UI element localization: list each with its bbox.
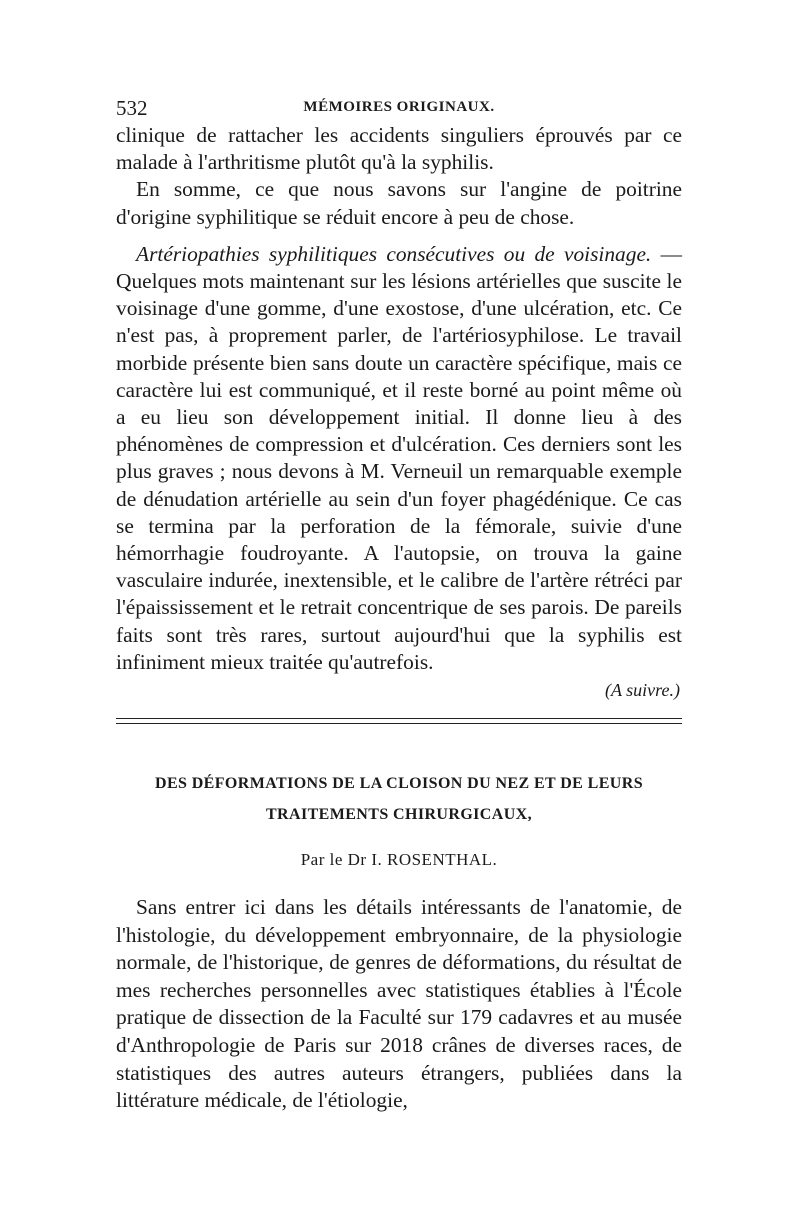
byline-prefix: Par le Dr bbox=[300, 850, 372, 870]
to-be-continued: (A suivre.) bbox=[605, 680, 680, 701]
article-title-line-1: DES DÉFORMATIONS DE LA CLOISON DU NEZ ET DE LEURS bbox=[155, 775, 643, 793]
article-first-paragraph: Sans entrer ici dans les détails intéressants de l'anatomie, de l'histologie, du développement embryonnaire, de la physiologie normale, de l'historique, de genres de déformations, du résultat de mes recherches personnelles avec statistiques établies à l'École pratique de dissection de la Faculté sur 179 cadavres et au musée d'Anthropologie de Paris sur 2018 crânes de diverses races, de statistiques des autres auteurs étrangers, publiées dans la littérature médicale, de l'étiologie, bbox=[116, 895, 682, 1113]
book-page bbox=[116, 92, 682, 1115]
running-head bbox=[116, 92, 682, 122]
arteriopathies-section bbox=[116, 241, 682, 676]
article-byline bbox=[116, 850, 682, 870]
article-title bbox=[116, 768, 682, 830]
continued-paragraph: clinique de rattacher les accidents singuliers éprouvés par ce malade à l'arthritisme plutôt qu'à la syphilis. bbox=[116, 123, 682, 175]
summary-paragraph: En somme, ce que nous savons sur l'angine de poitrine d'origine syphilitique se réduit encore à peu de chose. bbox=[116, 177, 682, 229]
section-dash: — bbox=[651, 241, 683, 266]
article-title-line-2: TRAITEMENTS CHIRURGICAUX, bbox=[265, 806, 533, 824]
double-rule-divider bbox=[116, 718, 682, 724]
running-title: MÉMOIRES ORIGINAUX. bbox=[303, 99, 495, 115]
section-text: Quelques mots maintenant sur les lésions artérielles que suscite le voisinage d'une gomme, d'une exostose, d'une ulcération, etc. Ce n'est pas, à proprement parler, de l'artériosyphilose. Le travail morbide présente bien sans doute un caractère spécifique, mais ce caractère lui est communiqué, et il reste borné au point même où a eu lieu son développement initial. Il donne lieu à des phénomènes de compression et d'ulcération. Ces derniers sont les plus graves ; nous devons à M. Verneuil un remarquable exemple de dénudation artérielle au sein d'un foyer phagédénique. Ce cas se termina par la perforation de la fémorale, suivie d'une hémorrhagie foudroyante. A l'autopsie, on trouva la gaine vasculaire indurée, inextensible, et le calibre de l'artère rétréci par l'épaississement et le retrait concentrique de ses parois. De pareils faits sont très rares, surtout aujourd'hui que la syphilis est infiniment mieux traitée qu'autrefois. bbox=[116, 269, 682, 674]
article-body bbox=[116, 894, 682, 1115]
page-number: 532 bbox=[116, 96, 148, 120]
byline-author: I. ROSENTHAL. bbox=[371, 850, 498, 870]
section-heading: Artériopathies syphilitiques consécutives ou de voisinage. bbox=[136, 241, 652, 266]
